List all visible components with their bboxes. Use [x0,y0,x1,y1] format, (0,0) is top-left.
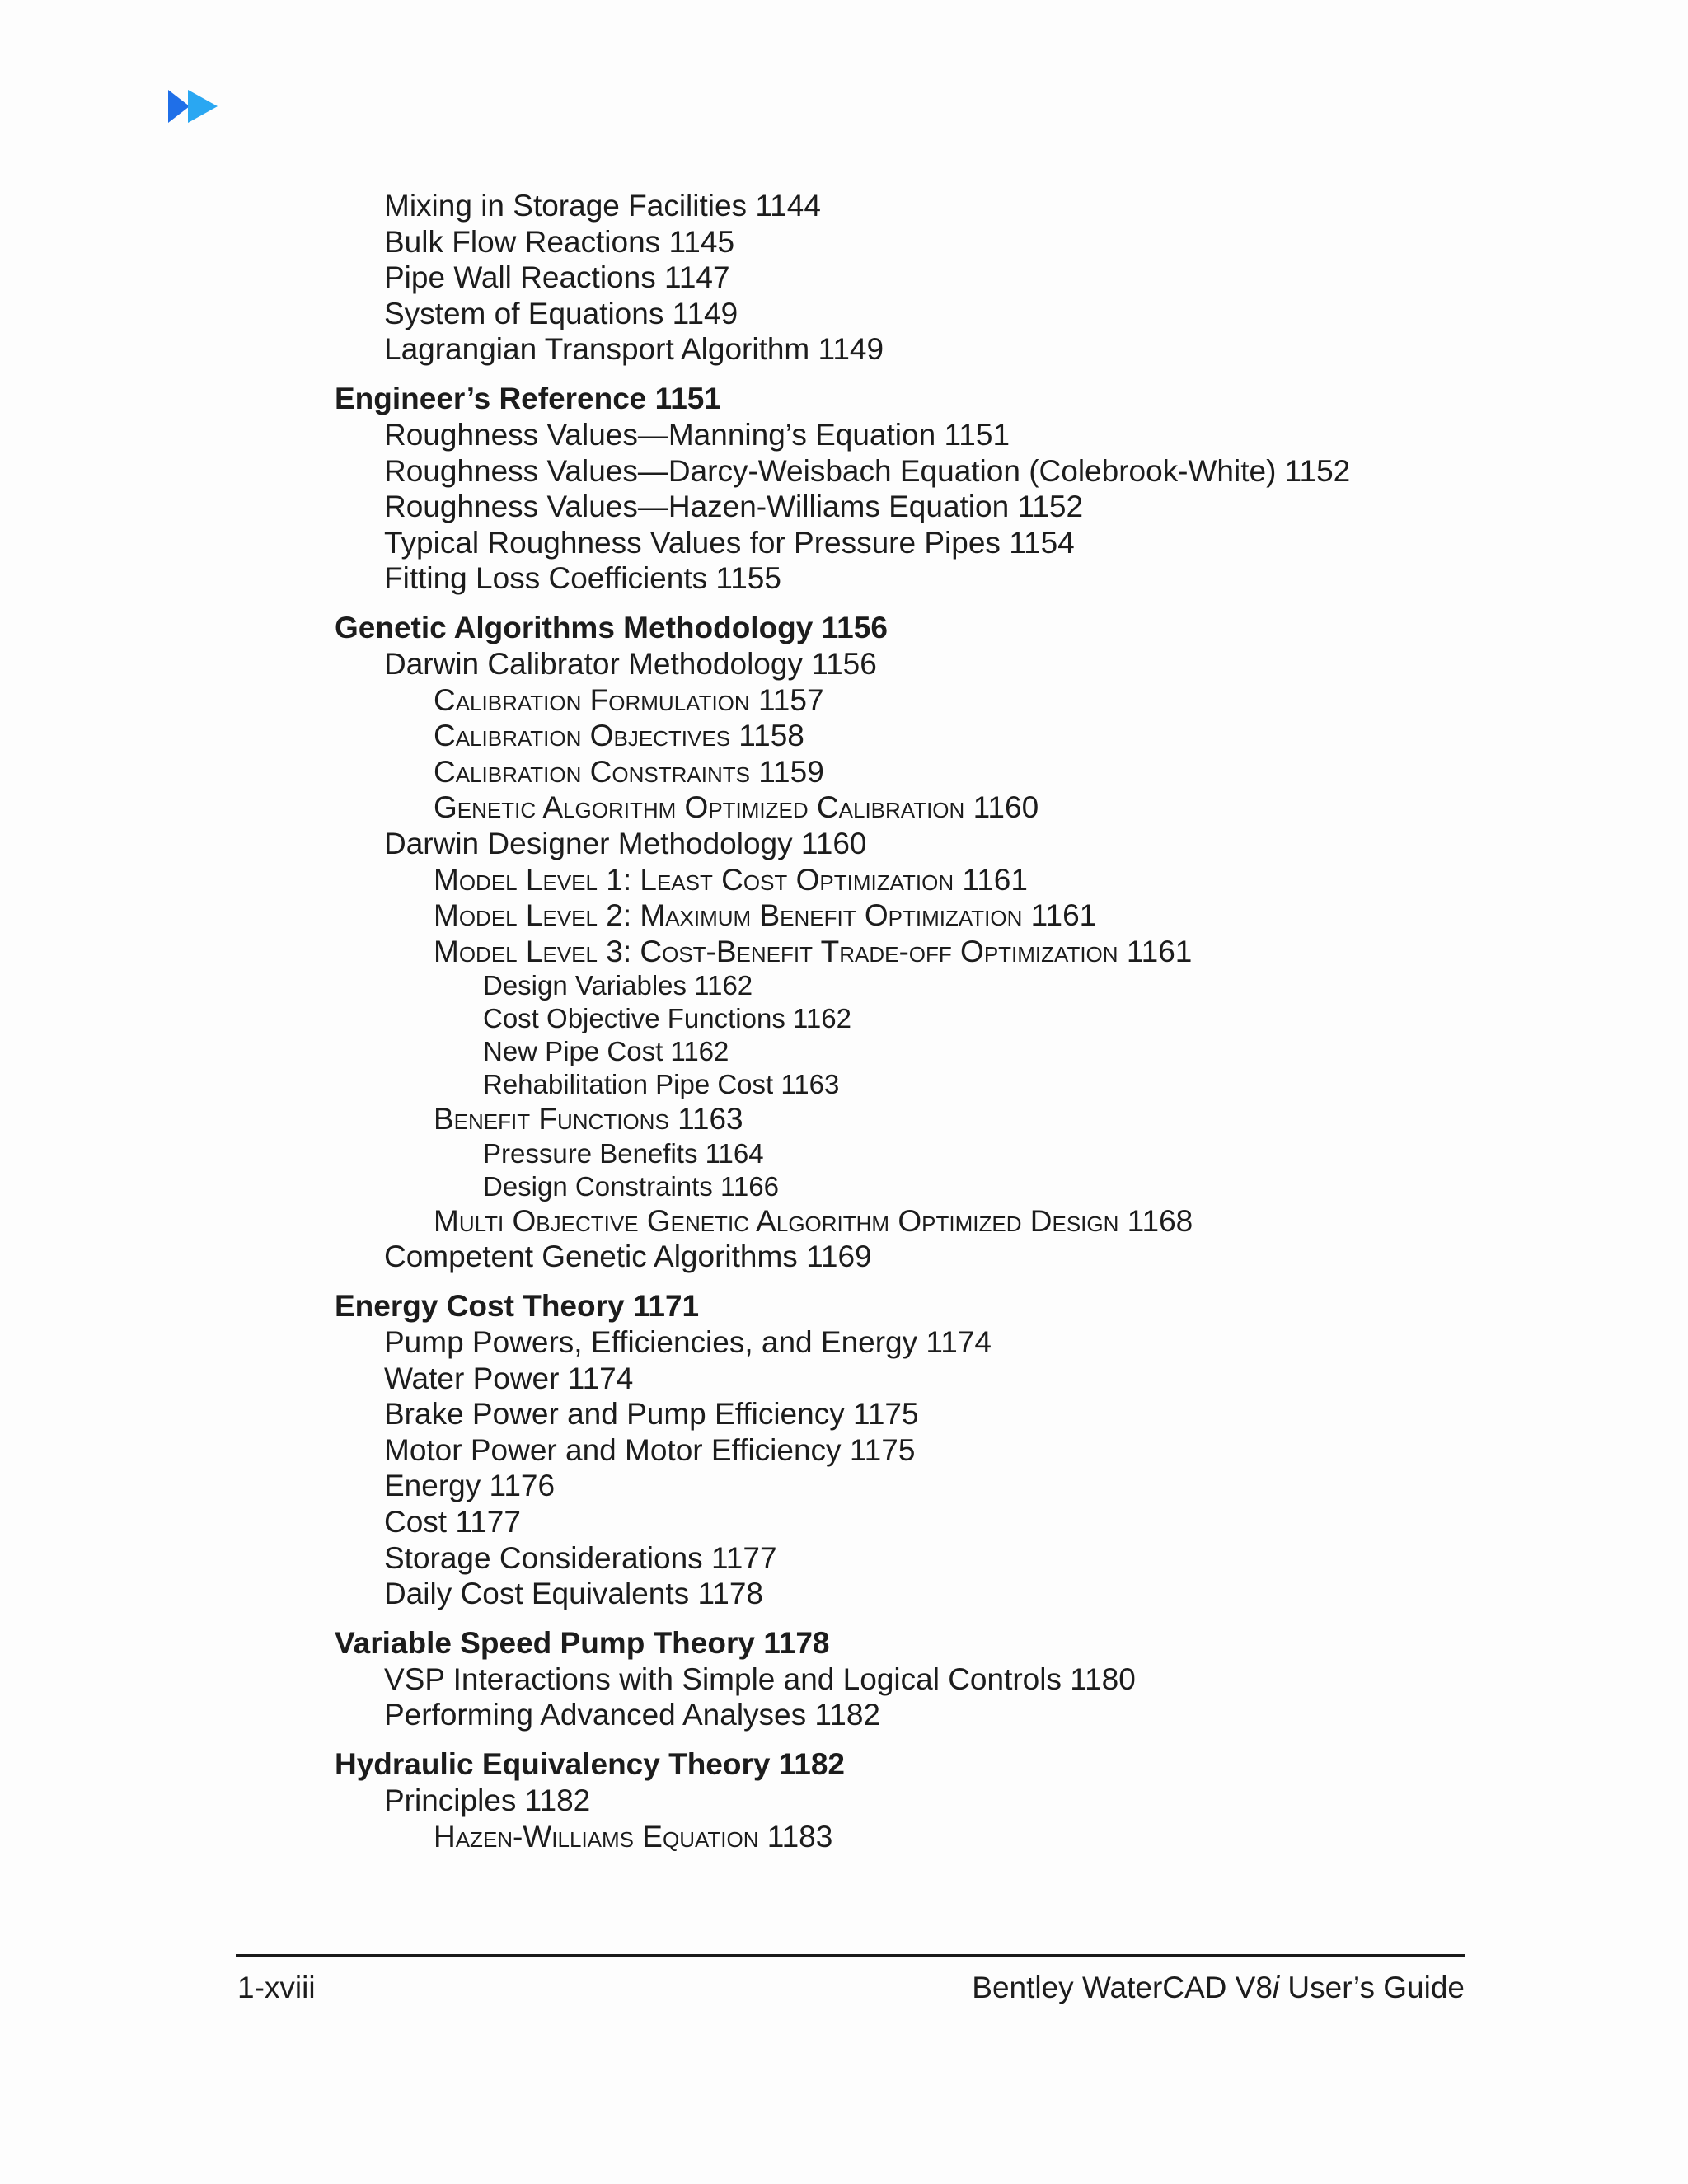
toc-entry[interactable]: Model Level 2: Maximum Benefit Optimization 1161 [434,898,1097,933]
toc-entry[interactable]: Benefit Functions 1163 [434,1102,743,1137]
toc-entry[interactable]: Multi Objective Genetic Algorithm Optimized Design 1168 [434,1203,1193,1238]
toc-entry[interactable]: Calibration Formulation 1157 [434,682,824,717]
toc-entry[interactable]: Principles 1182 [384,1783,591,1817]
toc-entry[interactable]: Water Power 1174 [384,1361,634,1395]
toc-entry[interactable]: Design Variables 1162 [483,970,753,1001]
toc-section-heading[interactable]: Variable Speed Pump Theory 1178 [335,1625,830,1660]
toc-entry[interactable]: Genetic Algorithm Optimized Calibration 1160 [434,790,1039,825]
toc-entry[interactable]: New Pipe Cost 1162 [483,1036,729,1067]
toc-section-heading[interactable]: Engineer’s Reference 1151 [335,381,721,415]
toc-entry[interactable]: Darwin Calibrator Methodology 1156 [384,646,877,681]
toc-entry[interactable]: Fitting Loss Coefficients 1155 [384,561,781,596]
toc-entry[interactable]: Lagrangian Transport Algorithm 1149 [384,332,884,367]
toc-entry[interactable]: Rehabilitation Pipe Cost 1163 [483,1069,840,1100]
toc-entry[interactable]: Pipe Wall Reactions 1147 [384,260,730,295]
toc-entry[interactable]: VSP Interactions with Simple and Logical Controls 1180 [384,1661,1136,1696]
footer-divider [236,1954,1465,1957]
toc-entry[interactable]: Motor Power and Motor Efficiency 1175 [384,1432,916,1467]
toc-entry[interactable]: Hazen-Williams Equation 1183 [434,1819,833,1854]
toc-entry[interactable]: Design Constraints 1166 [483,1170,779,1202]
toc-entry[interactable]: Brake Power and Pump Efficiency 1175 [384,1397,919,1432]
toc-section-heading[interactable]: Energy Cost Theory 1171 [335,1289,700,1324]
toc-entry[interactable]: Daily Cost Equivalents 1178 [384,1577,764,1611]
toc-entry[interactable]: Roughness Values—Manning’s Equation 1151 [384,417,1010,452]
toc-entry[interactable]: Bulk Flow Reactions 1145 [384,224,735,259]
double-chevron-right-icon[interactable] [168,88,221,129]
toc-entry[interactable]: Calibration Objectives 1158 [434,719,804,753]
toc-entry[interactable]: Energy 1176 [384,1469,556,1503]
toc-section-heading[interactable]: Hydraulic Equivalency Theory 1182 [335,1747,846,1781]
toc-section-heading[interactable]: Genetic Algorithms Methodology 1156 [335,610,888,644]
page-number: 1-xviii [237,1971,316,2004]
toc-entry[interactable]: Darwin Designer Methodology 1160 [384,826,867,860]
toc-entry[interactable]: Roughness Values—Darcy-Weisbach Equation (Colebrook-White) 1152 [384,453,1351,488]
toc-entry[interactable]: Cost Objective Functions 1162 [483,1003,851,1034]
toc-entry[interactable]: Calibration Constraints 1159 [434,754,824,789]
toc-entry[interactable]: Competent Genetic Algorithms 1169 [384,1240,872,1274]
toc-entry[interactable]: Typical Roughness Values for Pressure Pipes 1154 [384,525,1075,560]
toc-entry[interactable]: Model Level 1: Least Cost Optimization 1161 [434,862,1028,897]
toc-entry[interactable]: Storage Considerations 1177 [384,1540,777,1575]
toc-entry[interactable]: Cost 1177 [384,1505,521,1540]
toc-entry[interactable]: Pump Powers, Efficiencies, and Energy 1174 [384,1325,992,1360]
toc-entry[interactable]: Mixing in Storage Facilities 1144 [384,189,821,223]
document-title: Bentley WaterCAD V8i User’s Guide [972,1971,1465,2004]
toc-entry[interactable]: Roughness Values—Hazen-Williams Equation 1152 [384,490,1084,524]
toc-entry[interactable]: Performing Advanced Analyses 1182 [384,1698,880,1732]
table-of-contents [335,188,1530,1854]
toc-entry[interactable]: System of Equations 1149 [384,296,738,330]
toc-entry[interactable]: Pressure Benefits 1164 [483,1137,764,1169]
toc-entry[interactable]: Model Level 3: Cost-Benefit Trade-off Optimization 1161 [434,934,1193,968]
